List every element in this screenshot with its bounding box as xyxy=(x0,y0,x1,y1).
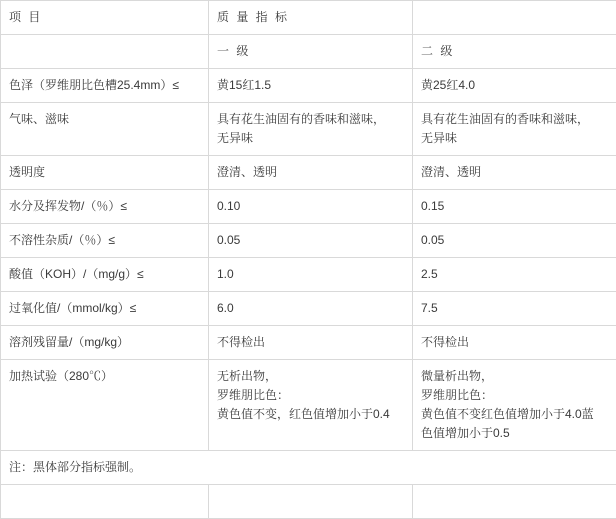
row-grade1 xyxy=(209,103,413,156)
table-row xyxy=(1,360,616,451)
item-label: 气味、滋味 xyxy=(9,112,69,126)
table-row xyxy=(1,224,616,258)
item-label: 透明度 xyxy=(9,165,45,179)
row-grade1 xyxy=(209,292,413,326)
grade1-label: 一 级 xyxy=(217,44,250,58)
value-line: 黄25红4.0 xyxy=(421,76,608,95)
row-item xyxy=(1,258,209,292)
value-line: 黄色值不变，红色值增加小于0.4 xyxy=(217,405,404,424)
row-item xyxy=(1,103,209,156)
table-subheader-row xyxy=(1,35,616,69)
row-grade2 xyxy=(413,258,616,292)
table-row xyxy=(1,156,616,190)
row-grade1 xyxy=(209,258,413,292)
row-item xyxy=(1,224,209,258)
header-cell-spec-spacer xyxy=(413,1,616,35)
value-line: 不得检出 xyxy=(217,333,404,352)
row-grade1 xyxy=(209,156,413,190)
value-line: 无异味 xyxy=(217,129,404,148)
item-label: 水分及挥发物/（％）≤ xyxy=(9,199,127,213)
value-line: 澄清、透明 xyxy=(217,163,404,182)
table-footer-row xyxy=(1,485,616,519)
table-row xyxy=(1,326,616,360)
value-line: 罗维朋比色： xyxy=(421,386,608,405)
row-item xyxy=(1,190,209,224)
table-row xyxy=(1,103,616,156)
header-cell-spec xyxy=(209,1,413,35)
row-grade1 xyxy=(209,224,413,258)
header-item-label: 项 目 xyxy=(9,10,42,24)
table-row xyxy=(1,292,616,326)
header-spec-label: 质 量 指 标 xyxy=(217,10,289,24)
row-grade1 xyxy=(209,190,413,224)
row-grade2 xyxy=(413,326,616,360)
footer-cell-grade2 xyxy=(413,485,616,519)
value-line: 0.05 xyxy=(217,231,404,250)
row-item xyxy=(1,156,209,190)
table-header-row xyxy=(1,1,616,35)
value-line: 微量析出物， xyxy=(421,367,608,386)
value-line: 不得检出 xyxy=(421,333,608,352)
row-item xyxy=(1,326,209,360)
row-grade1 xyxy=(209,326,413,360)
item-label: 过氧化值/（mmol/kg）≤ xyxy=(9,301,136,315)
footer-cell-grade1 xyxy=(209,485,413,519)
value-line: 无异味 xyxy=(421,129,608,148)
value-line: 黄15红1.5 xyxy=(217,76,404,95)
row-grade2 xyxy=(413,360,616,451)
row-grade2 xyxy=(413,190,616,224)
row-item xyxy=(1,360,209,451)
item-label: 色泽（罗维朋比色槽25.4mm）≤ xyxy=(9,78,179,92)
item-label: 溶剂残留量/（mg/kg） xyxy=(9,335,129,349)
row-grade2 xyxy=(413,103,616,156)
value-line: 0.05 xyxy=(421,231,608,250)
value-line: 0.10 xyxy=(217,197,404,216)
item-label: 加热试验（280℃） xyxy=(9,369,113,383)
value-line: 0.15 xyxy=(421,197,608,216)
header-cell-item xyxy=(1,1,209,35)
row-grade1 xyxy=(209,360,413,451)
subheader-cell-empty xyxy=(1,35,209,69)
table-row xyxy=(1,190,616,224)
value-line: 罗维朋比色： xyxy=(217,386,404,405)
row-item xyxy=(1,69,209,103)
value-line: 具有花生油固有的香味和滋味， xyxy=(421,110,608,129)
row-grade2 xyxy=(413,156,616,190)
row-grade2 xyxy=(413,224,616,258)
table-note-row xyxy=(1,451,616,485)
row-item xyxy=(1,292,209,326)
value-line: 7.5 xyxy=(421,299,608,318)
value-line: 6.0 xyxy=(217,299,404,318)
subheader-cell-grade1 xyxy=(209,35,413,69)
value-line: 色值增加小于0.5 xyxy=(421,424,608,443)
table-note: 注：黑体部分指标强制。 xyxy=(1,451,616,485)
grade2-label: 二 级 xyxy=(421,44,454,58)
row-grade1 xyxy=(209,69,413,103)
row-grade2 xyxy=(413,292,616,326)
item-label: 不溶性杂质/（％）≤ xyxy=(9,233,115,247)
table-row xyxy=(1,69,616,103)
value-line: 1.0 xyxy=(217,265,404,284)
value-line: 具有花生油固有的香味和滋味， xyxy=(217,110,404,129)
item-label: 酸值（KOH）/（mg/g）≤ xyxy=(9,267,144,281)
value-line: 2.5 xyxy=(421,265,608,284)
footer-cell-item xyxy=(1,485,209,519)
table-row xyxy=(1,258,616,292)
value-line: 澄清、透明 xyxy=(421,163,608,182)
value-line: 无析出物， xyxy=(217,367,404,386)
row-grade2 xyxy=(413,69,616,103)
subheader-cell-grade2 xyxy=(413,35,616,69)
value-line: 黄色值不变红色值增加小于4.0蓝 xyxy=(421,405,608,424)
